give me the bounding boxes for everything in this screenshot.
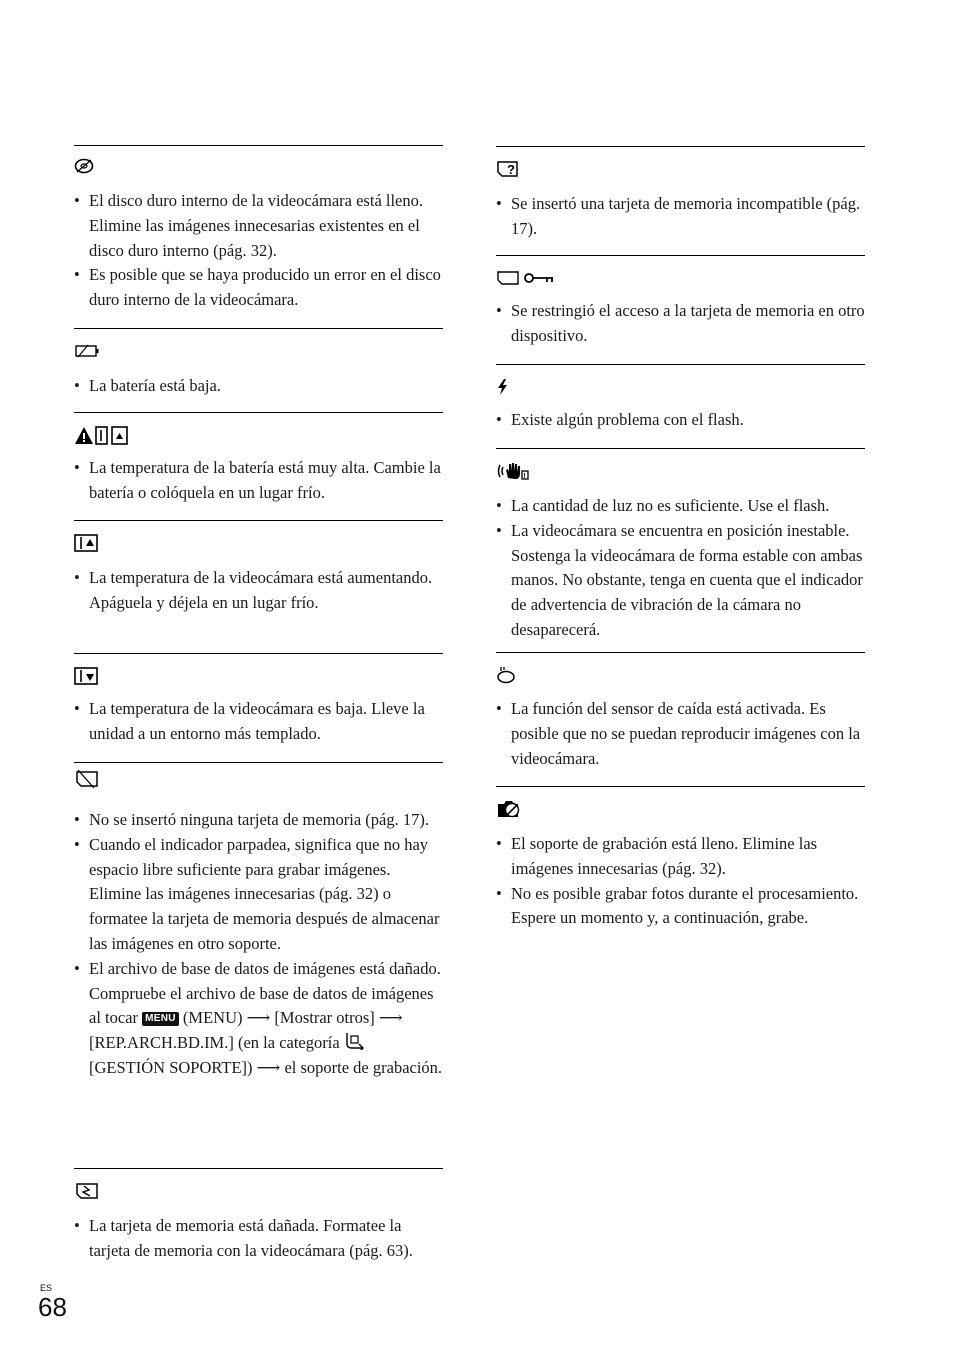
language-label: ES xyxy=(40,1283,53,1293)
right-column xyxy=(496,146,865,967)
list-item: • La temperatura de la batería está muy alta. Cambie la batería o colóquela en un lugar frío. xyxy=(74,456,443,506)
list-item: • Cuando el indicador parpadea, significa que no hay espacio libre suficiente para grabar imágenes. Elimine las imágenes innecesarias (pág. 32) o formatee la tarjeta de memoria después de almacenar las imágenes en otro soporte. xyxy=(74,833,443,957)
section-drop-sensor xyxy=(496,652,865,786)
list-item: • Es posible que se haya producido un error en el disco duro interno de la videocámara. xyxy=(74,263,443,313)
list-item: • La batería está baja. xyxy=(74,374,443,399)
no-memory-card-icon xyxy=(74,769,100,789)
section-incompatible-card xyxy=(496,146,865,255)
drop-sensor-icon xyxy=(496,666,518,684)
list-item: • La temperatura de la videocámara es baja. Lleve la unidad a un entorno más templado. xyxy=(74,697,443,747)
damaged-memory-card-icon xyxy=(74,1181,100,1201)
section-camera-high-temp xyxy=(74,520,443,653)
section-photo-disabled xyxy=(496,786,865,967)
list-item: • La cantidad de luz no es suficiente. Use el flash. xyxy=(496,494,865,519)
left-column xyxy=(74,145,443,1294)
battery-low-icon xyxy=(74,344,100,358)
svg-text:?: ? xyxy=(507,162,515,177)
section-damaged-card xyxy=(74,1168,443,1294)
section-battery-low xyxy=(74,328,443,412)
list-item: • La temperatura de la videocámara está aumentando. Apáguela y déjela en un lugar frío. xyxy=(74,566,443,616)
list-item: • La videocámara se encuentra en posición inestable. Sostenga la videocámara de forma estable con ambas manos. No obstante, tenga en cuenta que el indicador de advertencia de vibración de la cámara no desaparecerá. xyxy=(496,519,865,643)
camera-shake-icon xyxy=(496,462,530,480)
section-camera-low-temp xyxy=(74,653,443,762)
battery-high-temp-icon xyxy=(74,425,130,445)
hdd-error-icon xyxy=(74,158,96,174)
list-item: • Se restringió el acceso a la tarjeta de memoria en otro dispositivo. xyxy=(496,299,865,349)
incompatible-card-icon xyxy=(496,160,520,178)
list-item: • No es posible grabar fotos durante el procesamiento. Espere un momento y, a continuación, grabe. xyxy=(496,882,865,932)
list-item: • No se insertó ninguna tarjeta de memoria (pág. 17). xyxy=(74,808,443,833)
list-item: • Existe algún problema con el flash. xyxy=(496,408,865,433)
arrow-right-icon: ⟶ xyxy=(378,1008,403,1028)
section-flash xyxy=(496,364,865,448)
page-number: 68 xyxy=(38,1292,67,1322)
list-item: • La tarjeta de memoria está dañada. Formatee la tarjeta de memoria con la videocámara (pág. 63). xyxy=(74,1214,443,1264)
list-item: • Se insertó una tarjeta de memoria incompatible (pág. 17). xyxy=(496,192,865,242)
section-camera-shake xyxy=(496,448,865,652)
svg-text:!: ! xyxy=(523,473,526,480)
camera-low-temp-icon xyxy=(74,666,100,686)
section-card-locked xyxy=(496,255,865,364)
arrow-right-icon: ⟶ xyxy=(256,1057,281,1077)
section-battery-temp xyxy=(74,412,443,520)
camera-high-temp-icon xyxy=(74,533,100,553)
card-locked-icon xyxy=(496,270,556,286)
menu-button-icon: MENU xyxy=(142,1012,179,1026)
photo-disabled-icon xyxy=(496,799,522,819)
list-item: • El soporte de grabación está lleno. Elimine las imágenes innecesarias (pág. 32). xyxy=(496,832,865,882)
section-no-memory-card xyxy=(74,762,443,1168)
list-item-db: • El archivo de base de datos de imágenes está dañado. Compruebe el archivo de base de datos de imágenes al tocar MENU (MENU) ⟶ [Mostrar otros] ⟶ [REP.ARCH.BD.IM.] (en la categoría [GESTIÓN SOPORTE]) ⟶ el soporte de grabación. xyxy=(74,957,443,1081)
manage-media-icon xyxy=(344,1032,366,1050)
arrow-right-icon: ⟶ xyxy=(246,1008,271,1028)
section-hdd-error xyxy=(74,145,443,328)
flash-icon xyxy=(496,378,510,396)
list-item: • El disco duro interno de la videocámara está lleno. Elimine las imágenes innecesarias existentes en el disco duro interno (pág. 32). xyxy=(74,189,443,263)
list-item: • La función del sensor de caída está activada. Es posible que no se puedan reproducir imágenes con la videocámara. xyxy=(496,697,865,771)
